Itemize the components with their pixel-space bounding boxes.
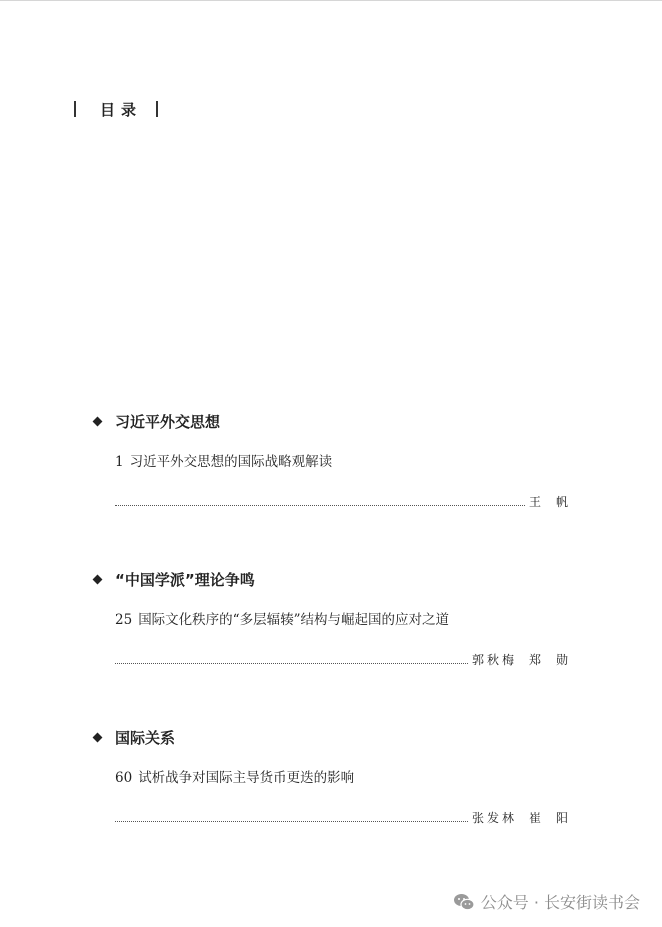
dot-leader	[115, 505, 525, 506]
top-border	[0, 0, 662, 1]
section-header	[92, 568, 582, 590]
author-name: 勋	[555, 653, 571, 667]
section-header	[92, 410, 582, 432]
entry-title: 国际文化秩序的“多层辐辏”结构与崛起国的应对之道	[138, 612, 449, 628]
toc-entry[interactable]	[115, 608, 582, 628]
watermark-text: 公众号 · 长安街读书会	[480, 893, 640, 912]
toc-section	[92, 568, 582, 668]
toc-section	[92, 726, 582, 826]
toc-title: 目录	[100, 100, 143, 119]
toc-entry[interactable]	[115, 766, 582, 786]
author-name: 阳	[555, 811, 571, 825]
author-name: 郭秋梅	[471, 653, 517, 667]
dot-leader	[115, 821, 468, 822]
diamond-bullet-icon	[93, 416, 103, 426]
toc-section	[92, 410, 582, 510]
heading-left-bar	[74, 101, 76, 117]
dot-leader	[115, 663, 468, 664]
section-title: “中国学派”理论争鸣	[115, 570, 255, 589]
entry-title: 试析战争对国际主导货币更迭的影响	[138, 770, 355, 786]
entry-authors	[472, 809, 571, 826]
diamond-bullet-icon	[93, 574, 103, 584]
entry-authors	[472, 651, 571, 668]
entry-page-number: 60	[115, 770, 133, 786]
entry-authors	[529, 493, 571, 510]
wechat-icon	[453, 893, 475, 911]
entry-page-number: 1	[115, 454, 124, 470]
watermark	[453, 890, 640, 913]
author-name: 郑	[528, 653, 544, 667]
section-title: 习近平外交思想	[115, 412, 221, 431]
toc-heading	[74, 98, 158, 120]
heading-right-bar	[156, 101, 158, 117]
author-name: 王	[528, 495, 544, 509]
entry-leader-line	[115, 492, 571, 510]
toc-entry[interactable]	[115, 450, 582, 470]
entry-leader-line	[115, 808, 571, 826]
author-name: 崔	[528, 811, 544, 825]
diamond-bullet-icon	[93, 732, 103, 742]
entry-title: 习近平外交思想的国际战略观解读	[129, 454, 333, 470]
author-name: 帆	[555, 495, 571, 509]
author-name: 张发林	[471, 811, 517, 825]
entry-page-number: 25	[115, 612, 133, 628]
section-title: 国际关系	[115, 728, 176, 747]
section-header	[92, 726, 582, 748]
entry-leader-line	[115, 650, 571, 668]
